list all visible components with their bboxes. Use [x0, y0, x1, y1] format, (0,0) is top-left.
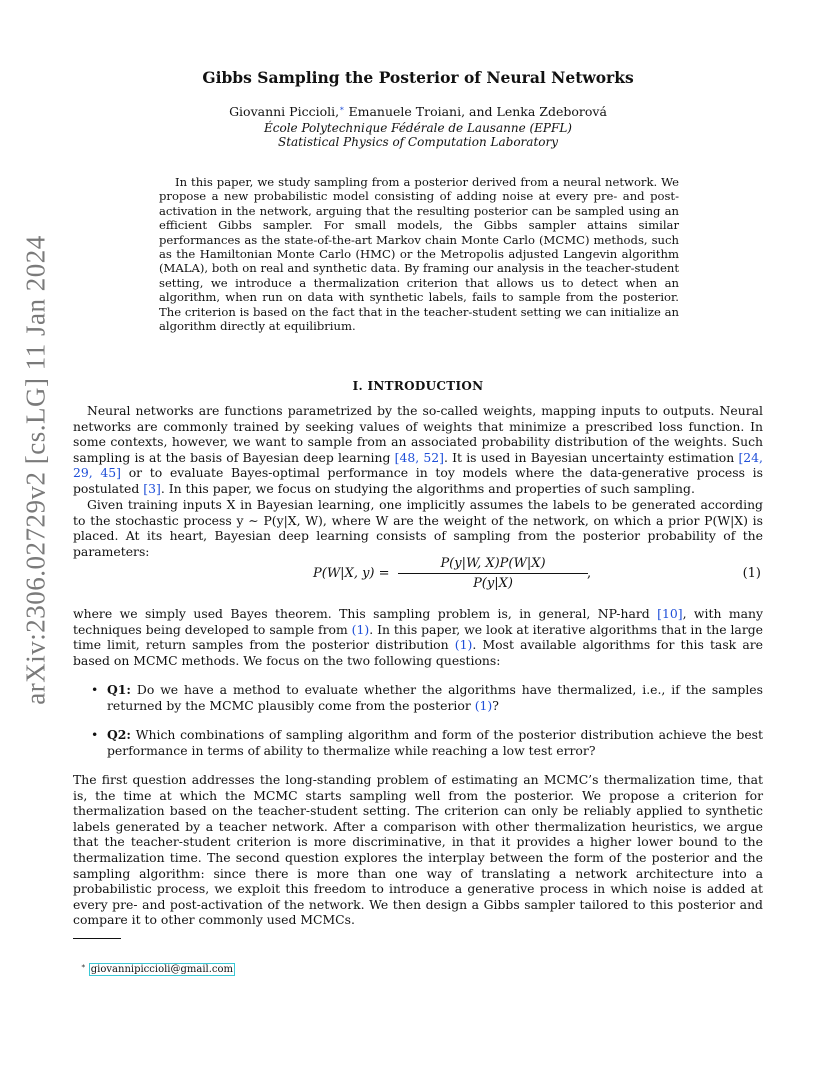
question-label: Q2:	[107, 727, 131, 743]
intro-paragraph-4: The first question addresses the long-standing problem of estimating an MCMC’s thermalization time, that is, the time at which the MCMC starts sampling well from the posterior. We propose a criterion for thermalization based on the teacher-student setting. The criterion can only be reliably applied to synthetic labels generated by a teacher network. After a comparison with other thermalization heuristics, we argue that the teacher-student criterion is more discriminative, in that it provides a higher lower bound to the thermalization time. The second question explores the interplay between the form of the posterior and the sampling algorithm: since there is more than one way of translating a network architecture into a probabilistic process, we exploit this freedom to introduce a generative process in which noise is added at every pre- and post-activation of the network. We then design a Gibbs sampler tailored to this posterior and compare it to other commonly used MCMCs.	[73, 772, 763, 928]
equation-numerator: P(y|W, X)P(W|X)	[398, 556, 588, 574]
text-run: Which combinations of sampling algorithm and form of the posterior distribution achieve the best performance in terms of ability to thermalize while reaching a low test error?	[107, 727, 763, 758]
arxiv-identifier: arXiv:2306.02729v2 [cs.LG] 11 Jan 2024	[20, 235, 51, 705]
text-run: where we simply used Bayes theorem. This sampling problem is, in general, NP-hard	[73, 606, 658, 621]
equation-ref-link[interactable]: (1)	[474, 697, 493, 713]
equation-denominator: P(y|X)	[473, 576, 513, 591]
author-footnote-link[interactable]: ∗	[339, 104, 345, 113]
abstract: In this paper, we study sampling from a posterior derived from a neural network. We propose a new probabilistic model consisting of adding noise at every pre- and post-activation in the network, arguing that the resulting posterior can be sampled using an efficient Gibbs sampler. For small models, the Gibbs sampler attains similar performances as the state-of-the-art Markov chain Monte Carlo (MCMC) methods, such as the Hamiltonian Monte Carlo (HMC) or the Metropolis adjusted Langevin algorithm (MALA), both on real and synthetic data. By framing our analysis in the teacher-student setting, we introduce a thermalization criterion that allows us to detect when an algorithm, when run on data with synthetic labels, fails to sample from the posterior. The criterion is based on the fact that in the teacher-student setting we can initialize an algorithm directly at equilibrium.	[159, 175, 679, 334]
citation-link[interactable]: [10]	[657, 606, 683, 621]
intro-paragraph-3	[73, 606, 763, 668]
footnote	[81, 962, 235, 975]
affiliation-line-1: École Polytechnique Fédérale de Lausanne (EPFL)	[264, 121, 572, 135]
bullet-icon: •	[91, 682, 99, 697]
bullet-icon: •	[91, 727, 99, 743]
text-run: Do we have a method to evaluate whether the algorithms have thermalized, i.e., if the samples returned by the MCMC plausibly come from the posterior	[107, 682, 763, 713]
text-run: . In this paper, we look at iterative algorithms that in the large time limit, return samples from the posterior distribution	[73, 621, 764, 653]
section-heading-introduction: I. INTRODUCTION	[352, 379, 484, 393]
equation-fraction	[398, 556, 588, 591]
equation-ref-link[interactable]: (1)	[454, 637, 473, 653]
citation-link[interactable]: [24, 29, 45]	[73, 449, 763, 481]
author-first: Giovanni Piccioli,	[229, 104, 340, 120]
equation-lhs: P(W|X, y) =	[313, 566, 390, 581]
email-link[interactable]: giovannipiccioli@gmail.com	[90, 964, 234, 976]
text-run: ?	[492, 697, 499, 713]
affiliation-line-2: Statistical Physics of Computation Laboratory	[277, 135, 559, 149]
equation-number: (1)	[742, 566, 761, 581]
equation-1	[73, 556, 763, 596]
text-run: or to evaluate Bayes-optimal performance in toy models where the data-generative process is postulated	[73, 465, 763, 496]
intro-paragraph-1	[73, 403, 763, 497]
author-list	[73, 104, 763, 119]
question-item	[87, 682, 763, 713]
question-item	[87, 727, 763, 758]
text-run: . Most available algorithms for this task are based on MCMC methods. We focus on the two following questions:	[73, 637, 763, 668]
intro-paragraph-2: Given training inputs X in Bayesian learning, one implicitly assumes the labels to be generated according to the stochastic process y ∼ P(y|X, W), where W are the weight of the network, on which a prior P(W|X) is placed. At its heart, Bayesian deep learning consists of sampling from the posterior probability of the parameters:	[73, 497, 763, 559]
citation-link[interactable]: [3]	[143, 480, 161, 496]
question-label: Q1:	[107, 682, 131, 697]
citation-link[interactable]: [48, 52]	[394, 449, 444, 465]
author-rest: Emanuele Troiani, and Lenka Zdeborová	[344, 104, 607, 120]
text-run: , with many techniques being developed to sample from	[73, 606, 763, 637]
footnote-marker: ∗	[81, 962, 86, 970]
question-list	[87, 682, 763, 758]
text-run: . In this paper, we focus on studying the algorithms and properties of such sampling.	[160, 480, 695, 496]
equation-comma: ,	[587, 566, 592, 581]
arxiv-sidebar	[8, 0, 64, 1072]
text-run: . It is used in Bayesian uncertainty estimation	[444, 449, 739, 465]
text-run: Neural networks are functions parametrized by the so-called weights, mapping inputs to outputs. Neural networks are commonly trained by seeking values of weights that minimize a prescribed loss function. In some contexts, however, we want to sample from an associated probability distribution of the weights. Such sampling is at the basis of Bayesian deep learning	[73, 403, 763, 465]
equation-ref-link[interactable]: (1)	[351, 621, 370, 637]
paper-title: Gibbs Sampling the Posterior of Neural Networks	[202, 68, 634, 87]
footnote-divider	[73, 938, 121, 939]
